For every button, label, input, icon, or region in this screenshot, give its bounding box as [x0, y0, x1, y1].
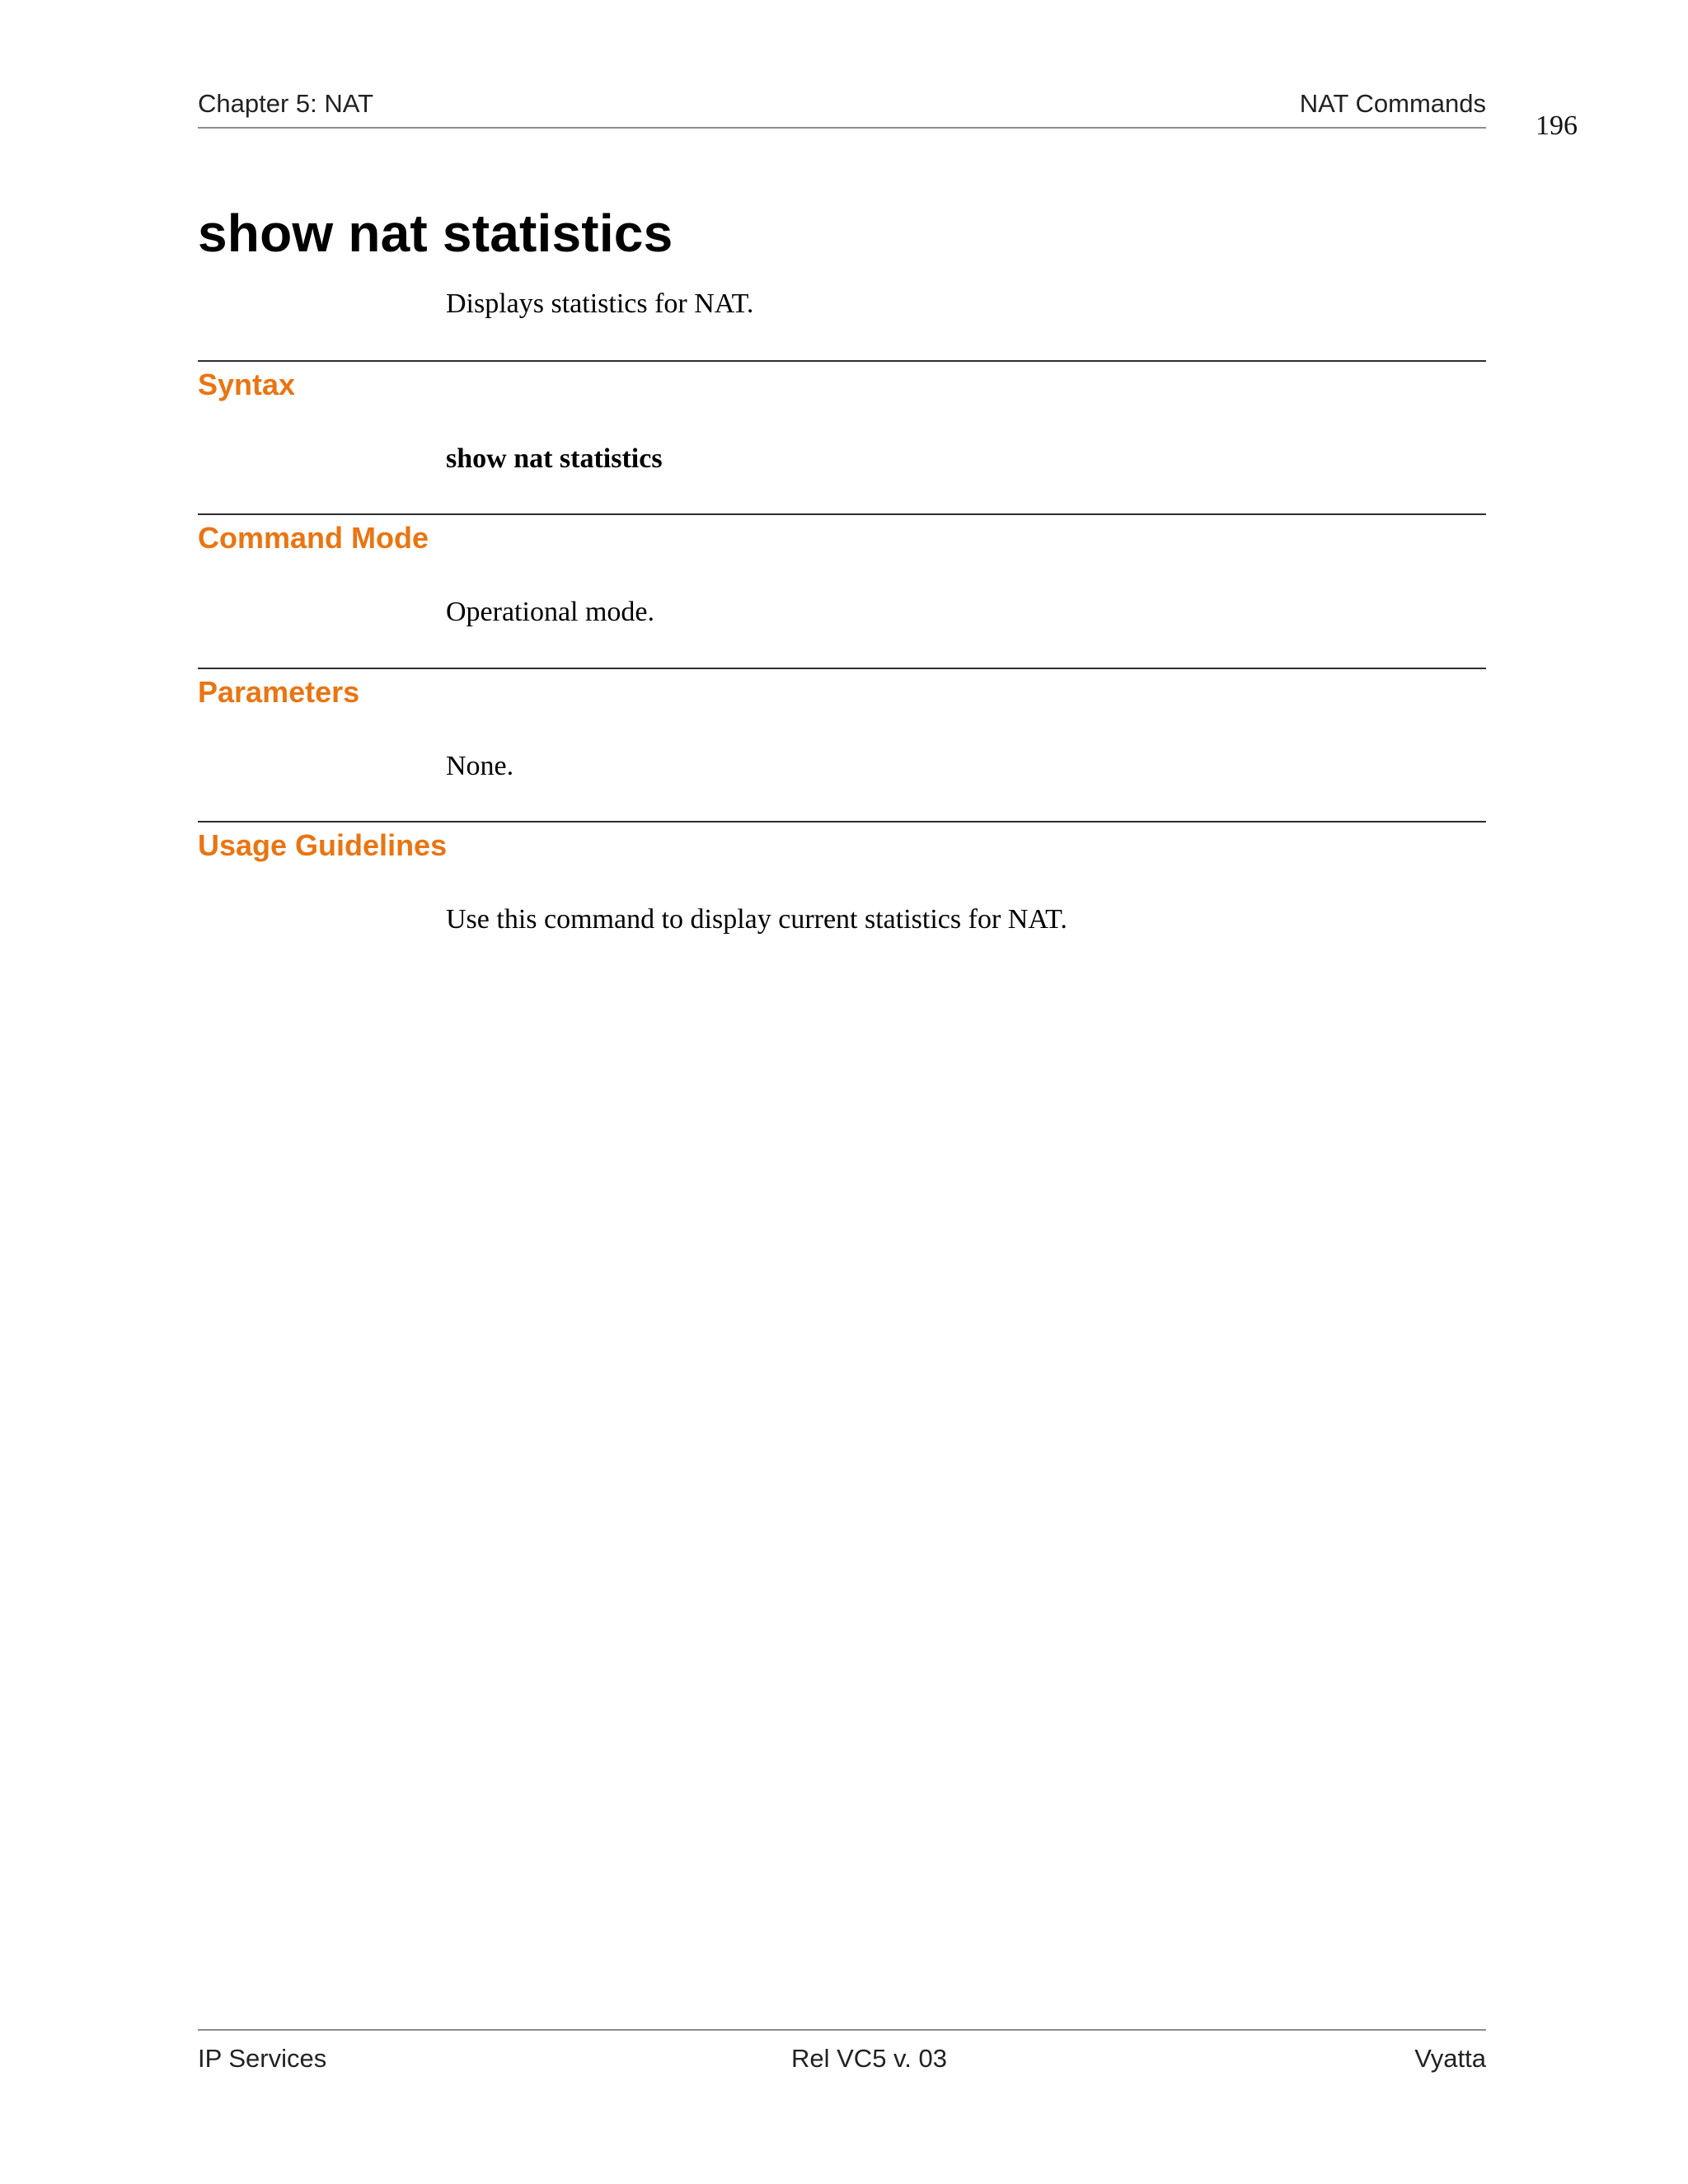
parameters-heading: Parameters [198, 675, 360, 709]
footer-company: Vyatta [1414, 2044, 1486, 2073]
command-mode-text: Operational mode. [446, 597, 655, 627]
footer-release: Rel VC5 v. 03 [791, 2044, 947, 2073]
page-number: 196 [1536, 110, 1578, 141]
command-description: Displays statistics for NAT. [446, 288, 754, 319]
syntax-heading: Syntax [198, 368, 296, 401]
usage-guidelines-text: Use this command to display current statistics for NAT. [446, 904, 1067, 935]
header-divider [198, 127, 1486, 129]
command-mode-heading: Command Mode [198, 521, 429, 555]
footer-divider [198, 2029, 1486, 2031]
footer-book-title: IP Services [198, 2044, 327, 2073]
section-divider [198, 668, 1486, 669]
section-divider [198, 360, 1486, 362]
page-title: show nat statistics [198, 204, 673, 263]
section-divider [198, 821, 1486, 823]
syntax-command: show nat statistics [446, 443, 663, 474]
usage-guidelines-heading: Usage Guidelines [198, 828, 448, 862]
parameters-text: None. [446, 751, 514, 781]
header-section: NAT Commands [1299, 89, 1486, 118]
header-chapter: Chapter 5: NAT [198, 89, 374, 118]
section-divider [198, 513, 1486, 515]
